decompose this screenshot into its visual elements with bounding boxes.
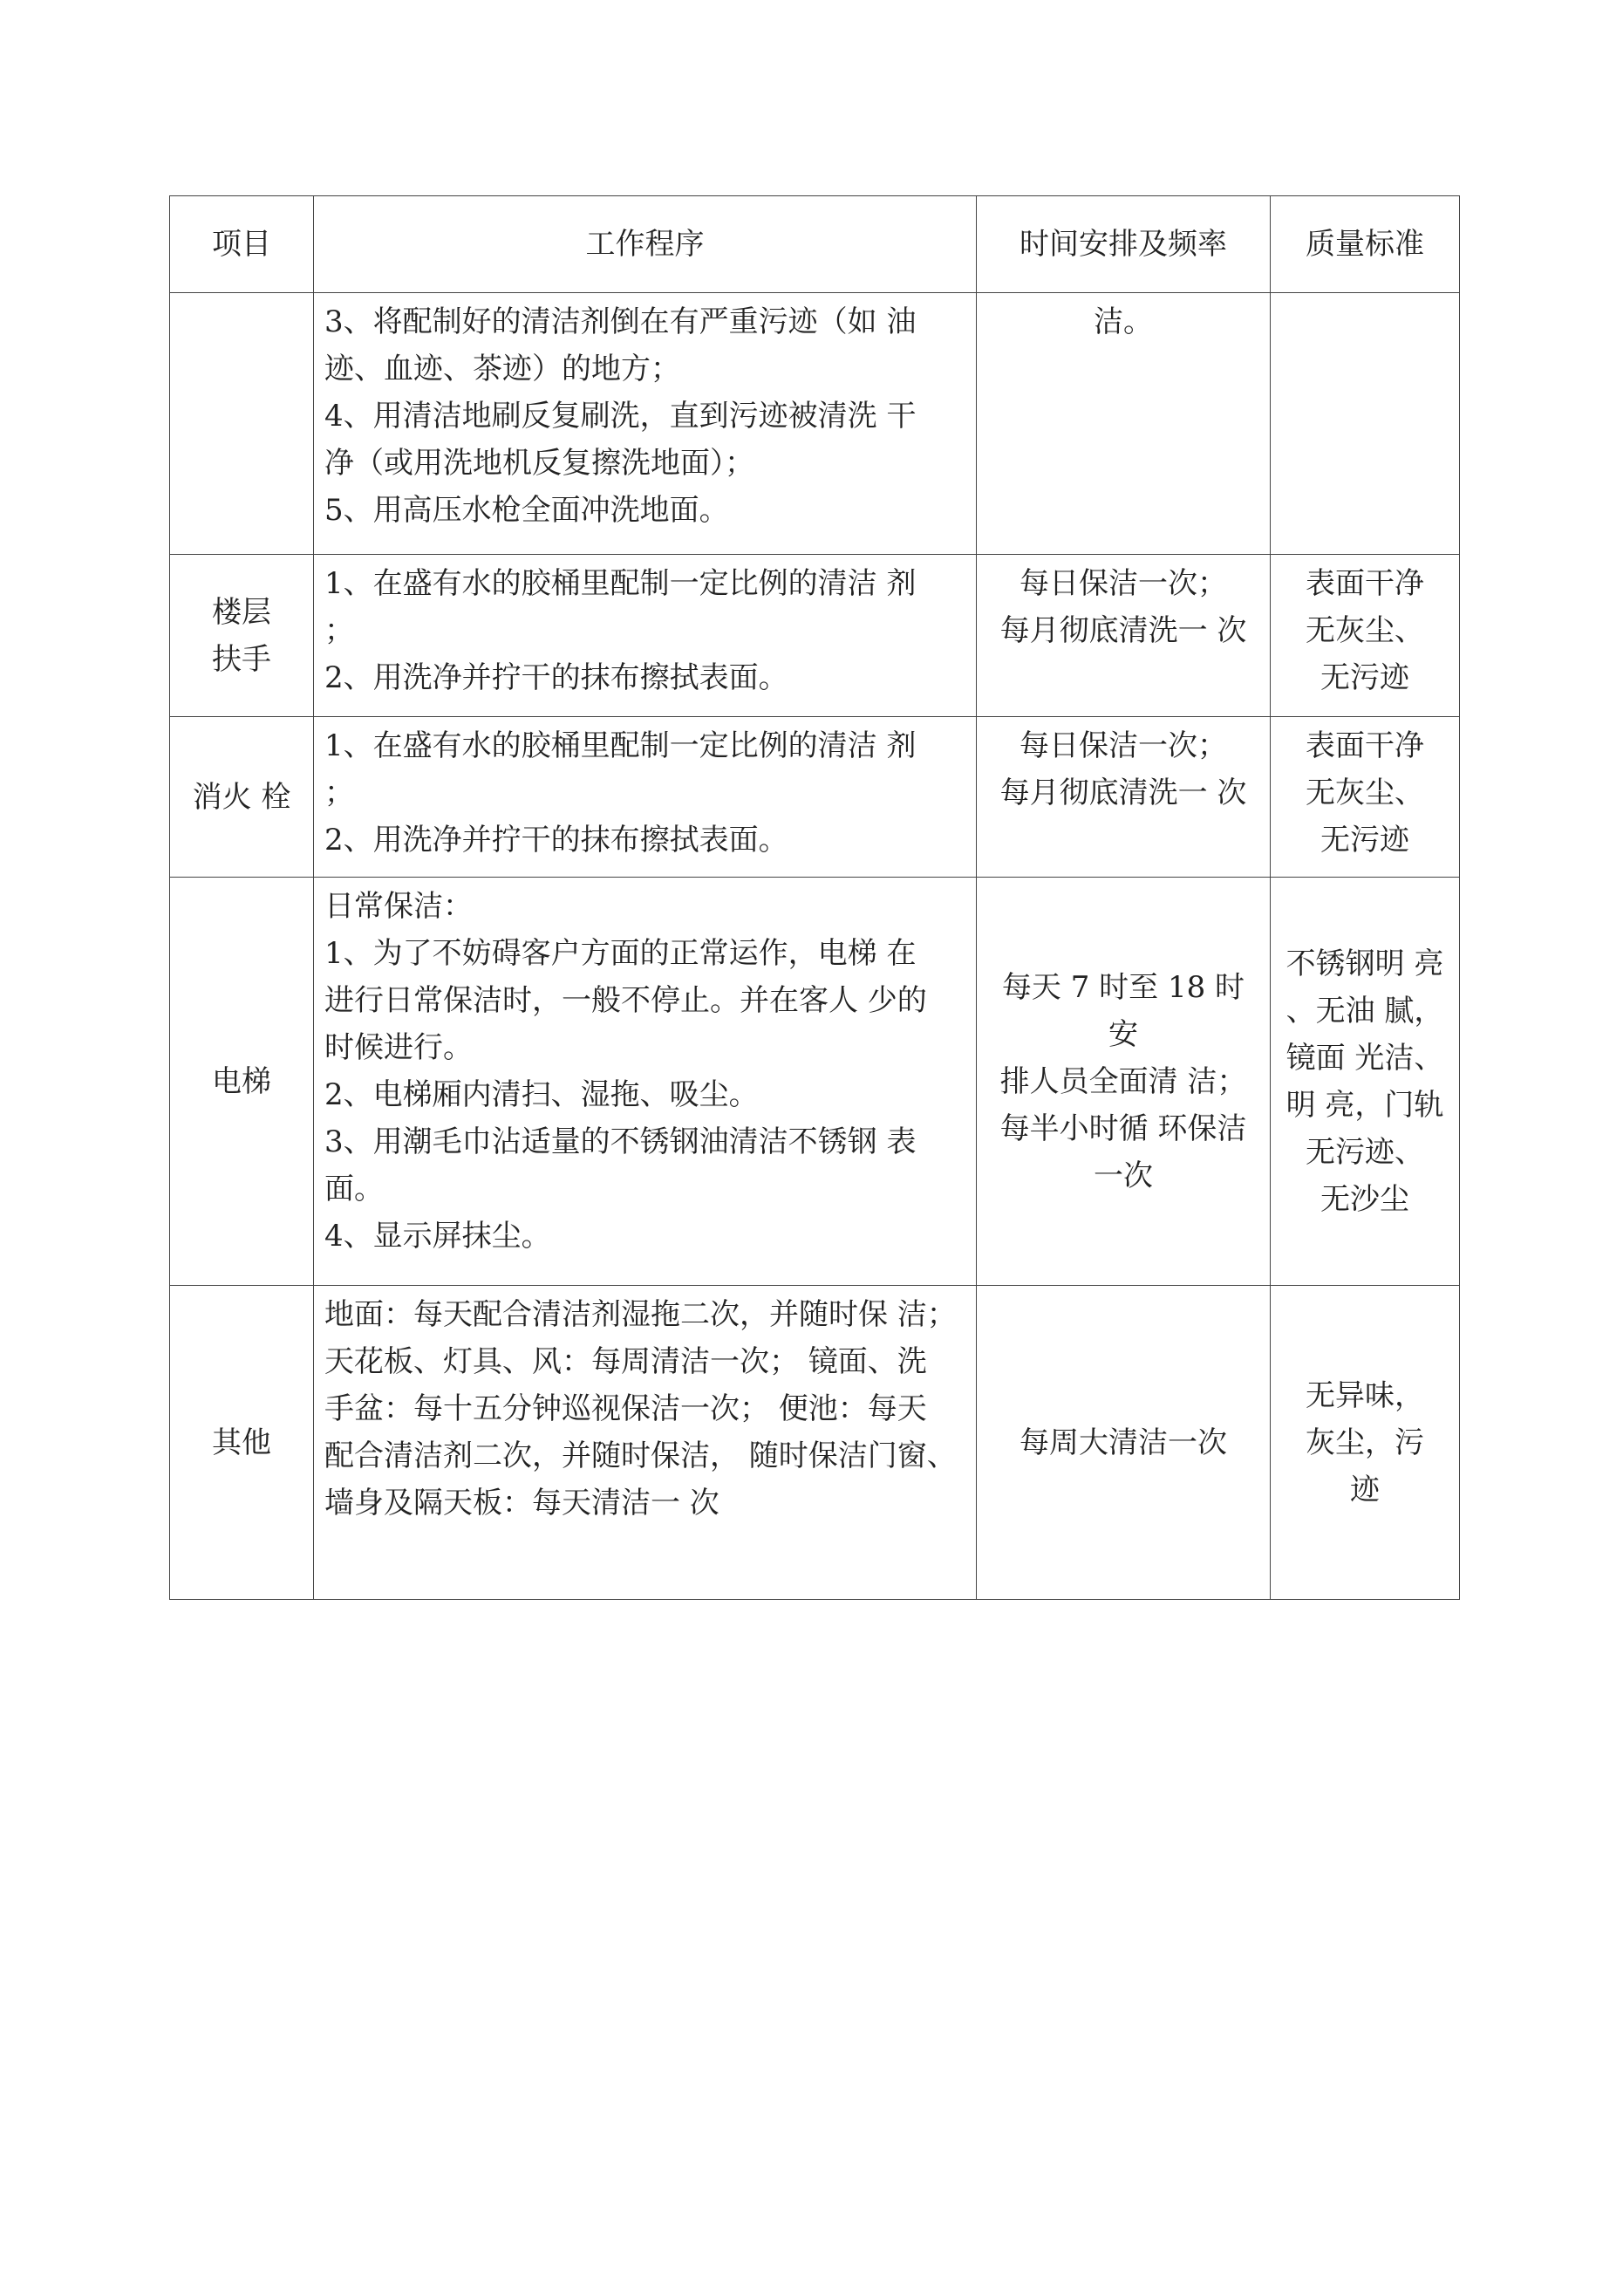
cell-quality-line: 迹 — [1350, 1472, 1380, 1507]
cell-time — [977, 293, 1271, 555]
cell-quality-line: 表面干净 — [1306, 566, 1424, 601]
header-procedure: 工作程序 — [314, 196, 977, 293]
cell-time-line: 每日保洁一次； — [1019, 728, 1227, 763]
cell-time-line: 每半小时循 环保洁 — [999, 1110, 1247, 1146]
cell-time-line: 洁。 — [1094, 304, 1153, 339]
cell-procedure-line: 5、用高压水枪全面冲洗地面。 — [324, 493, 729, 528]
cell-item-line: 扶手 — [212, 641, 271, 677]
cell-time-line: 排人员全面清 洁； — [999, 1063, 1247, 1099]
cell-procedure-line: 3、用潮毛巾沾适量的不锈钢油清洁不锈钢 表 — [324, 1124, 917, 1159]
cell-item-line: 其他 — [212, 1425, 271, 1460]
cell-procedure-line: 迹、血迹、茶迹）的地方； — [324, 352, 680, 386]
header-time: 时间安排及频率 — [977, 196, 1271, 293]
cell-procedure-line: 面。 — [324, 1172, 384, 1206]
cell-time — [977, 717, 1271, 878]
cell-item — [170, 293, 314, 555]
cell-quality-line: 无异味， — [1306, 1377, 1424, 1413]
cell-procedure-line: 3、将配制好的清洁剂倒在有严重污迹（如 油 — [324, 304, 917, 339]
cell-procedure-line: 1、为了不妨碍客户方面的正常运作，电梯 在 — [324, 936, 917, 971]
cell-procedure-line: 2、用洗净并拧干的抹布擦拭表面。 — [324, 660, 788, 695]
cell-procedure — [314, 717, 977, 878]
cell-procedure-line: ； — [324, 776, 354, 810]
cell-procedure — [314, 878, 977, 1286]
cell-item — [170, 555, 314, 717]
cell-time-line: 每天 7 时至 18 时 安 — [1001, 969, 1245, 1052]
cell-quality-line: 无污迹 — [1320, 660, 1409, 695]
cell-quality — [1271, 878, 1460, 1286]
cell-procedure-line: 1、在盛有水的胶桶里配制一定比例的清洁 剂 — [324, 566, 917, 601]
cell-procedure-line: 4、用清洁地刷反复刷洗，直到污迹被清洗 干 — [324, 399, 917, 434]
cell-time — [977, 555, 1271, 717]
header-quality: 质量标准 — [1271, 196, 1460, 293]
cell-quality-line: 无污迹、 — [1306, 1134, 1424, 1170]
cell-quality — [1271, 293, 1460, 555]
cleaning-standards-table — [169, 195, 1460, 1600]
cell-quality-line: 不锈钢明 亮 — [1285, 946, 1444, 981]
cell-procedure-line: 日常保洁： — [324, 889, 473, 924]
cell-procedure-line: 手盆：每十五分钟巡视保洁一次； 便池：每天 — [324, 1391, 927, 1426]
table-row — [170, 293, 1460, 555]
cell-procedure-line: 时候进行。 — [324, 1030, 473, 1065]
cell-procedure — [314, 555, 977, 717]
cell-time-line: 每日保洁一次； — [1019, 566, 1227, 601]
header-item: 项目 — [170, 196, 314, 293]
cell-quality-line: 镜面 光洁、 — [1285, 1040, 1444, 1076]
cell-time-line: 每月彻底清洗一 次 — [999, 776, 1247, 810]
cell-procedure-line: 2、电梯厢内清扫、湿拖、吸尘。 — [324, 1077, 759, 1112]
table-body — [170, 293, 1460, 1600]
cell-quality-line: 、无油 腻， — [1285, 993, 1444, 1028]
cell-quality-line: 无灰尘、 — [1306, 776, 1424, 810]
cell-procedure-line: 天花板、灯具、风：每周清洁一次； 镜面、洗 — [324, 1344, 927, 1379]
cell-quality-line: 无污迹 — [1320, 823, 1409, 858]
table-row — [170, 555, 1460, 717]
cell-procedure-line: 2、用洗净并拧干的抹布擦拭表面。 — [324, 823, 788, 858]
cell-procedure-line: 墙身及隔天板：每天清洁一 次 — [324, 1486, 719, 1520]
cell-item — [170, 1286, 314, 1600]
cell-time-line: 一次 — [1094, 1158, 1153, 1193]
cell-item-line: 消火 栓 — [192, 779, 291, 815]
cell-item-line: 电梯 — [212, 1063, 271, 1099]
cell-procedure-line: 净（或用洗地机反复擦洗地面）； — [324, 446, 754, 481]
cell-procedure — [314, 1286, 977, 1600]
cell-quality — [1271, 555, 1460, 717]
cell-quality-line: 无沙尘 — [1320, 1181, 1409, 1217]
header-row — [170, 196, 1460, 293]
cell-quality-line: 表面干净 — [1306, 728, 1424, 763]
cell-item — [170, 717, 314, 878]
cell-procedure-line: 进行日常保洁时，一般不停止。并在客人 少的 — [324, 983, 927, 1018]
cell-quality-line: 灰尘，污 — [1306, 1425, 1424, 1460]
cell-quality-line: 无灰尘、 — [1306, 613, 1424, 648]
table-row — [170, 717, 1460, 878]
cell-procedure-line: 4、显示屏抹尘。 — [324, 1219, 551, 1254]
cell-procedure-line: 地面：每天配合清洁剂湿拖二次，并随时保 洁； — [324, 1297, 957, 1332]
cell-time-line: 每周大清洁一次 — [1019, 1425, 1227, 1460]
table-row — [170, 878, 1460, 1286]
cell-quality — [1271, 717, 1460, 878]
cell-item-line: 楼层 — [212, 594, 271, 630]
cell-procedure — [314, 293, 977, 555]
cell-item — [170, 878, 314, 1286]
cell-procedure-line: 配合清洁剂二次，并随时保洁， 随时保洁门窗、 — [324, 1438, 957, 1473]
cell-time — [977, 878, 1271, 1286]
cell-procedure-line: 1、在盛有水的胶桶里配制一定比例的清洁 剂 — [324, 728, 917, 763]
cell-time-line: 每月彻底清洗一 次 — [999, 613, 1247, 648]
table-row — [170, 1286, 1460, 1600]
cell-quality — [1271, 1286, 1460, 1600]
cell-time — [977, 1286, 1271, 1600]
cell-procedure-line: ； — [324, 613, 354, 648]
cell-quality-line: 明 亮，门轨 — [1285, 1087, 1444, 1123]
